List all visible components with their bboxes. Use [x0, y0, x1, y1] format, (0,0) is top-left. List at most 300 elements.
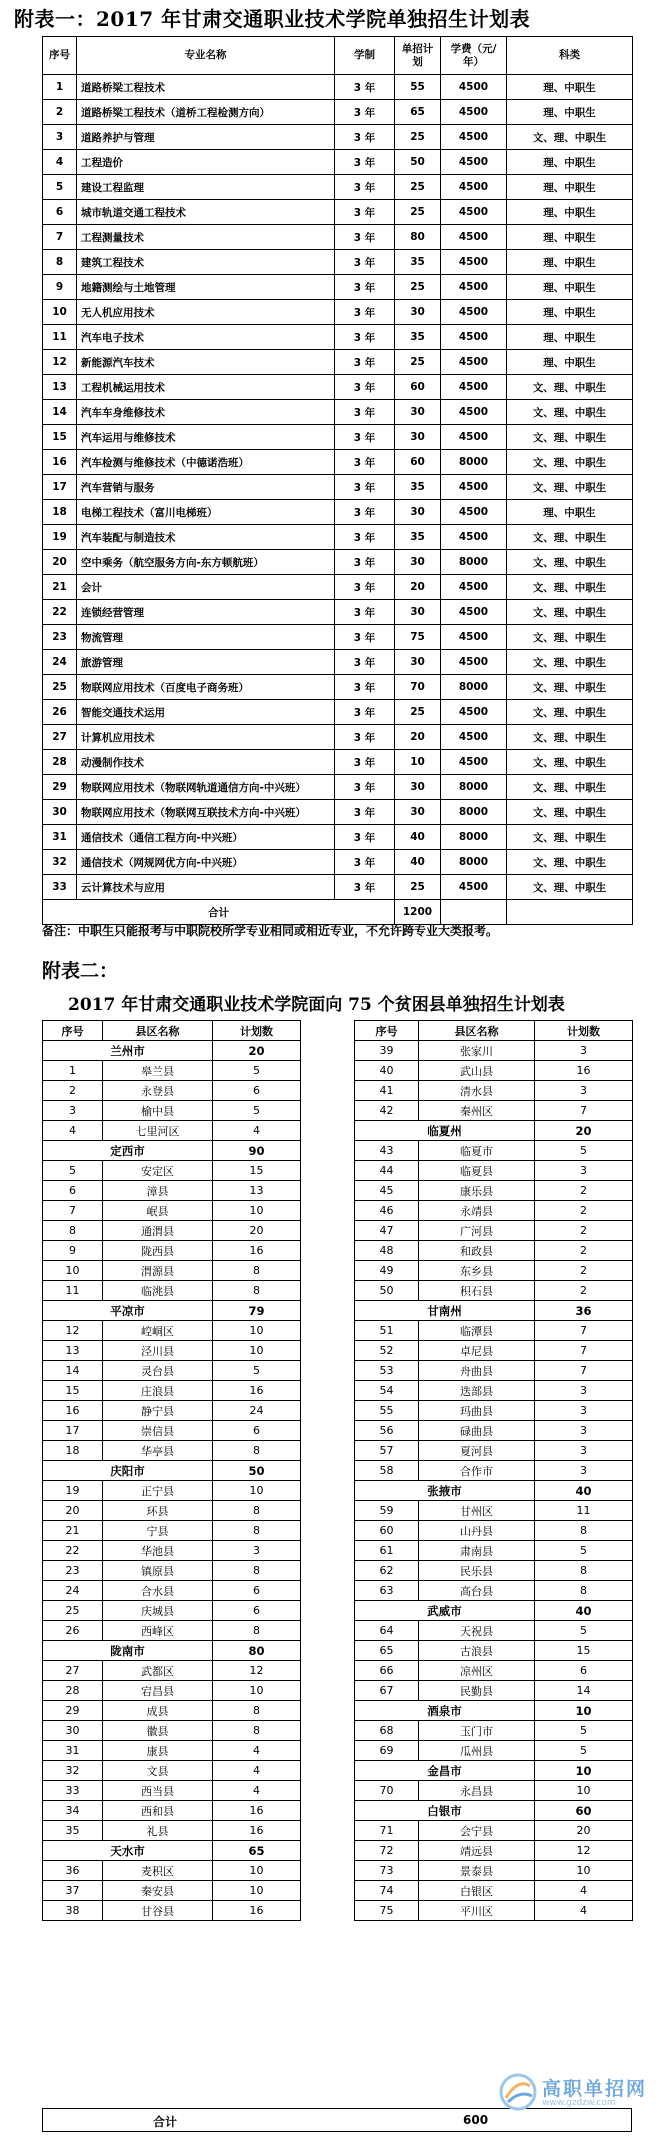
county-row [355, 1521, 633, 1541]
row-plan: 55 [395, 75, 441, 100]
row-major: 地籍测绘与土地管理 [77, 275, 335, 300]
county-row [43, 1221, 301, 1241]
county-plan: 8 [535, 1561, 633, 1581]
row-no: 13 [43, 375, 77, 400]
table-row [43, 350, 633, 375]
county-no: 27 [43, 1661, 103, 1681]
table-row [43, 450, 633, 475]
county-name: 庄浪县 [103, 1381, 213, 1401]
row-fee: 4500 [441, 650, 507, 675]
row-fee: 4500 [441, 875, 507, 900]
county-name: 甘谷县 [103, 1901, 213, 1921]
row-major: 物联网应用技术（物联网轨道通信方向-中兴班） [77, 775, 335, 800]
row-plan: 30 [395, 550, 441, 575]
county-plan: 3 [535, 1401, 633, 1421]
county-plan: 6 [213, 1601, 301, 1621]
row-major: 汽车营销与服务 [77, 475, 335, 500]
row-major: 通信技术（网规网优方向-中兴班） [77, 850, 335, 875]
county-name: 西峰区 [103, 1621, 213, 1641]
county-no: 29 [43, 1701, 103, 1721]
county-name: 景泰县 [419, 1861, 535, 1881]
city-plan: 65 [213, 1841, 301, 1861]
county-name: 静宁县 [103, 1401, 213, 1421]
row-major: 道路桥梁工程技术（道桥工程检测方向） [77, 100, 335, 125]
county-plan: 11 [535, 1501, 633, 1521]
row-plan: 30 [395, 300, 441, 325]
county-no: 19 [43, 1481, 103, 1501]
row-years: 3 年 [335, 200, 395, 225]
county-no: 43 [355, 1141, 419, 1161]
county-plan: 20 [535, 1821, 633, 1841]
county-no: 9 [43, 1241, 103, 1261]
row-major: 物流管理 [77, 625, 335, 650]
county-name: 正宁县 [103, 1481, 213, 1501]
city-plan: 40 [535, 1481, 633, 1501]
county-no: 67 [355, 1681, 419, 1701]
county-no: 25 [43, 1601, 103, 1621]
county-plan: 3 [535, 1161, 633, 1181]
row-no: 18 [43, 500, 77, 525]
county-row [355, 1881, 633, 1901]
table-row [43, 775, 633, 800]
row-no: 24 [43, 650, 77, 675]
county-name: 崆峒区 [103, 1321, 213, 1341]
county-no: 17 [43, 1421, 103, 1441]
county-row [43, 1681, 301, 1701]
row-plan: 35 [395, 525, 441, 550]
county-no: 15 [43, 1381, 103, 1401]
table-row [43, 425, 633, 450]
county-no: 50 [355, 1281, 419, 1301]
row-years: 3 年 [335, 325, 395, 350]
row-no: 5 [43, 175, 77, 200]
table-row [43, 225, 633, 250]
county-no: 47 [355, 1221, 419, 1241]
table-row [43, 800, 633, 825]
city-plan: 90 [213, 1141, 301, 1161]
row-fee: 4500 [441, 125, 507, 150]
row-plan: 75 [395, 625, 441, 650]
county-row [43, 1101, 301, 1121]
county-plan: 8 [535, 1581, 633, 1601]
row-major: 动漫制作技术 [77, 750, 335, 775]
city-plan: 36 [535, 1301, 633, 1321]
county-row [43, 1581, 301, 1601]
county-plan: 7 [535, 1361, 633, 1381]
row-no: 2 [43, 100, 77, 125]
row-type: 文、理、中职生 [507, 550, 633, 575]
row-years: 3 年 [335, 150, 395, 175]
row-fee: 8000 [441, 550, 507, 575]
row-years: 3 年 [335, 225, 395, 250]
county-no: 23 [43, 1561, 103, 1581]
city-name: 金昌市 [355, 1761, 535, 1781]
county-row [355, 1681, 633, 1701]
table1-title: 附表一：2017 年甘肃交通职业技术学院单独招生计划表 [14, 7, 531, 31]
county-row [43, 1741, 301, 1761]
county-plan: 4 [535, 1881, 633, 1901]
row-no: 8 [43, 250, 77, 275]
county-plan: 10 [213, 1881, 301, 1901]
county-plan: 8 [213, 1441, 301, 1461]
row-type: 理、中职生 [507, 200, 633, 225]
county-plan: 6 [213, 1581, 301, 1601]
county-name: 临夏市 [419, 1141, 535, 1161]
row-plan: 30 [395, 400, 441, 425]
county-no: 74 [355, 1881, 419, 1901]
row-type: 理、中职生 [507, 150, 633, 175]
row-type: 理、中职生 [507, 175, 633, 200]
county-no: 55 [355, 1401, 419, 1421]
row-years: 3 年 [335, 775, 395, 800]
row-fee: 4500 [441, 575, 507, 600]
county-plan: 4 [213, 1781, 301, 1801]
county-name: 镇原县 [103, 1561, 213, 1581]
county-no: 4 [43, 1121, 103, 1141]
county-name: 成县 [103, 1701, 213, 1721]
county-name: 临夏县 [419, 1161, 535, 1181]
row-years: 3 年 [335, 275, 395, 300]
county-plan: 5 [535, 1721, 633, 1741]
row-plan: 25 [395, 875, 441, 900]
city-plan: 20 [213, 1041, 301, 1061]
row-no: 7 [43, 225, 77, 250]
row-fee: 4500 [441, 75, 507, 100]
county-no: 64 [355, 1621, 419, 1641]
county-row [355, 1421, 633, 1441]
row-years: 3 年 [335, 425, 395, 450]
county-plan: 10 [213, 1341, 301, 1361]
county-no: 73 [355, 1861, 419, 1881]
row-major: 道路养护与管理 [77, 125, 335, 150]
county-plan: 3 [535, 1461, 633, 1481]
row-type: 文、理、中职生 [507, 725, 633, 750]
row-plan: 80 [395, 225, 441, 250]
county-row [355, 1241, 633, 1261]
appendix2-heading: 附表二： [42, 960, 119, 982]
row-type: 理、中职生 [507, 350, 633, 375]
row-fee: 4500 [441, 725, 507, 750]
row-no: 9 [43, 275, 77, 300]
county-plan: 2 [535, 1261, 633, 1281]
city-name: 陇南市 [43, 1641, 213, 1661]
county-row [43, 1081, 301, 1101]
table-row [43, 300, 633, 325]
county-plan: 3 [535, 1441, 633, 1461]
row-type: 文、理、中职生 [507, 650, 633, 675]
county-row [43, 1521, 301, 1541]
county-name: 东乡县 [419, 1261, 535, 1281]
county-plan: 7 [535, 1321, 633, 1341]
county-no: 58 [355, 1461, 419, 1481]
table2-title: 2017 年甘肃交通职业技术学院面向 75 个贫困县单独招生计划表 [68, 995, 565, 1015]
row-fee: 4500 [441, 700, 507, 725]
county-name: 秦安县 [103, 1881, 213, 1901]
county-no: 5 [43, 1161, 103, 1181]
row-years: 3 年 [335, 375, 395, 400]
county-no: 28 [43, 1681, 103, 1701]
county-plan: 5 [535, 1541, 633, 1561]
row-no: 4 [43, 150, 77, 175]
county-no: 24 [43, 1581, 103, 1601]
row-type: 理、中职生 [507, 325, 633, 350]
row-no: 30 [43, 800, 77, 825]
county-no: 70 [355, 1781, 419, 1801]
county-row [355, 1821, 633, 1841]
county-no: 16 [43, 1401, 103, 1421]
county-plan: 2 [535, 1241, 633, 1261]
county-plan: 3 [535, 1421, 633, 1441]
row-type: 文、理、中职生 [507, 525, 633, 550]
city-row [43, 1461, 301, 1481]
table2-left-header-row [43, 1021, 301, 1041]
table-row [43, 400, 633, 425]
city-row [43, 1641, 301, 1661]
row-type: 文、理、中职生 [507, 450, 633, 475]
row-fee: 4500 [441, 275, 507, 300]
county-no: 36 [43, 1861, 103, 1881]
county-name: 永靖县 [419, 1201, 535, 1221]
county-row [355, 1581, 633, 1601]
row-no: 19 [43, 525, 77, 550]
county-plan: 16 [213, 1801, 301, 1821]
county-name: 平川区 [419, 1901, 535, 1921]
county-plan: 5 [535, 1621, 633, 1641]
county-plan: 14 [535, 1681, 633, 1701]
row-major: 工程测量技术 [77, 225, 335, 250]
row-fee: 4500 [441, 325, 507, 350]
county-name: 秦州区 [419, 1101, 535, 1121]
county-plan: 5 [535, 1741, 633, 1761]
row-type: 文、理、中职生 [507, 800, 633, 825]
county-name: 合水县 [103, 1581, 213, 1601]
county-name: 永登县 [103, 1081, 213, 1101]
county-no: 57 [355, 1441, 419, 1461]
row-years: 3 年 [335, 600, 395, 625]
city-row [355, 1801, 633, 1821]
city-name: 天水市 [43, 1841, 213, 1861]
county-name: 崇信县 [103, 1421, 213, 1441]
county-row [43, 1421, 301, 1441]
row-no: 32 [43, 850, 77, 875]
county-no: 18 [43, 1441, 103, 1461]
city-row [43, 1041, 301, 1061]
city-row [355, 1601, 633, 1621]
city-name: 庆阳市 [43, 1461, 213, 1481]
county-no: 51 [355, 1321, 419, 1341]
row-type: 理、中职生 [507, 300, 633, 325]
row-type: 文、理、中职生 [507, 700, 633, 725]
row-plan: 30 [395, 600, 441, 625]
row-fee: 8000 [441, 675, 507, 700]
row-plan: 35 [395, 325, 441, 350]
county-plan: 5 [213, 1361, 301, 1381]
table2-right-header-row [355, 1021, 633, 1041]
county-name: 广河县 [419, 1221, 535, 1241]
row-years: 3 年 [335, 825, 395, 850]
header-county: 县区名称 [103, 1021, 213, 1041]
table-row [43, 100, 633, 125]
county-plan: 2 [535, 1201, 633, 1221]
city-row [355, 1481, 633, 1501]
city-name: 武威市 [355, 1601, 535, 1621]
site-watermark [496, 2066, 664, 2118]
county-plan: 8 [213, 1561, 301, 1581]
county-name: 通渭县 [103, 1221, 213, 1241]
table-row [43, 275, 633, 300]
table-row [43, 550, 633, 575]
row-major: 汽车检测与维修技术（中德诺浩班） [77, 450, 335, 475]
county-row [355, 1221, 633, 1241]
county-row [43, 1161, 301, 1181]
empty-cell [507, 900, 633, 925]
county-row [355, 1101, 633, 1121]
county-plan: 10 [213, 1321, 301, 1341]
county-no: 66 [355, 1661, 419, 1681]
county-plan: 5 [535, 1141, 633, 1161]
county-row [43, 1281, 301, 1301]
row-no: 27 [43, 725, 77, 750]
table-row [43, 475, 633, 500]
row-no: 22 [43, 600, 77, 625]
row-fee: 4500 [441, 150, 507, 175]
county-no: 68 [355, 1721, 419, 1741]
county-plan: 8 [535, 1521, 633, 1541]
table2-total-label: 合计 [153, 2115, 178, 2129]
city-name: 兰州市 [43, 1041, 213, 1061]
county-row [355, 1861, 633, 1881]
county-no: 13 [43, 1341, 103, 1361]
county-plan: 24 [213, 1401, 301, 1421]
county-name: 宁县 [103, 1521, 213, 1541]
county-name: 白银区 [419, 1881, 535, 1901]
county-no: 30 [43, 1721, 103, 1741]
county-name: 泾川县 [103, 1341, 213, 1361]
row-major: 道路桥梁工程技术 [77, 75, 335, 100]
county-plan: 16 [213, 1821, 301, 1841]
table-row [43, 650, 633, 675]
row-type: 理、中职生 [507, 100, 633, 125]
row-fee: 4500 [441, 100, 507, 125]
row-years: 3 年 [335, 625, 395, 650]
table-row [43, 825, 633, 850]
table-row [43, 850, 633, 875]
county-name: 舟曲县 [419, 1361, 535, 1381]
row-major: 汽车装配与制造技术 [77, 525, 335, 550]
row-plan: 30 [395, 500, 441, 525]
county-no: 44 [355, 1161, 419, 1181]
row-fee: 4500 [441, 375, 507, 400]
row-major: 工程机械运用技术 [77, 375, 335, 400]
county-name: 庆城县 [103, 1601, 213, 1621]
row-type: 文、理、中职生 [507, 400, 633, 425]
county-name: 积石县 [419, 1281, 535, 1301]
row-years: 3 年 [335, 525, 395, 550]
county-no: 33 [43, 1781, 103, 1801]
city-name: 定西市 [43, 1141, 213, 1161]
row-plan: 70 [395, 675, 441, 700]
table-row [43, 75, 633, 100]
county-plan: 8 [213, 1501, 301, 1521]
county-no: 21 [43, 1521, 103, 1541]
county-no: 52 [355, 1341, 419, 1361]
row-no: 16 [43, 450, 77, 475]
row-no: 3 [43, 125, 77, 150]
row-no: 10 [43, 300, 77, 325]
row-years: 3 年 [335, 475, 395, 500]
row-plan: 30 [395, 650, 441, 675]
row-years: 3 年 [335, 750, 395, 775]
header-type: 科类 [507, 37, 633, 75]
row-major: 工程造价 [77, 150, 335, 175]
table-row [43, 875, 633, 900]
table-row [43, 725, 633, 750]
county-name: 礼县 [103, 1821, 213, 1841]
city-plan: 10 [535, 1701, 633, 1721]
county-no: 48 [355, 1241, 419, 1261]
county-plan: 15 [535, 1641, 633, 1661]
row-major: 无人机应用技术 [77, 300, 335, 325]
city-plan: 20 [535, 1121, 633, 1141]
county-row [355, 1361, 633, 1381]
row-plan: 25 [395, 125, 441, 150]
header-no: 序号 [43, 37, 77, 75]
county-row [43, 1381, 301, 1401]
header-plan: 单招计划 [395, 37, 441, 75]
city-name: 临夏州 [355, 1121, 535, 1141]
county-no: 46 [355, 1201, 419, 1221]
row-fee: 4500 [441, 425, 507, 450]
county-plan: 12 [535, 1841, 633, 1861]
city-row [355, 1701, 633, 1721]
county-plan: 5 [213, 1101, 301, 1121]
county-name: 张家川 [419, 1041, 535, 1061]
county-plan: 2 [535, 1181, 633, 1201]
table-row [43, 250, 633, 275]
county-plan: 3 [535, 1381, 633, 1401]
row-plan: 35 [395, 475, 441, 500]
county-plan: 6 [213, 1081, 301, 1101]
city-row [355, 1761, 633, 1781]
city-name: 白银市 [355, 1801, 535, 1821]
row-major: 电梯工程技术（富川电梯班） [77, 500, 335, 525]
row-major: 会计 [77, 575, 335, 600]
row-years: 3 年 [335, 800, 395, 825]
row-years: 3 年 [335, 850, 395, 875]
county-no: 62 [355, 1561, 419, 1581]
county-row [355, 1201, 633, 1221]
county-no: 34 [43, 1801, 103, 1821]
table1-header-row [43, 37, 633, 75]
county-name: 靖远县 [419, 1841, 535, 1861]
row-years: 3 年 [335, 875, 395, 900]
county-no: 39 [355, 1041, 419, 1061]
row-type: 理、中职生 [507, 250, 633, 275]
county-plan: 10 [213, 1681, 301, 1701]
row-plan: 25 [395, 175, 441, 200]
county-no: 72 [355, 1841, 419, 1861]
row-fee: 8000 [441, 800, 507, 825]
row-fee: 4500 [441, 475, 507, 500]
county-no: 59 [355, 1501, 419, 1521]
county-name: 漳县 [103, 1181, 213, 1201]
table2-total-value: 600 [463, 2113, 489, 2127]
row-fee: 4500 [441, 625, 507, 650]
county-no: 38 [43, 1901, 103, 1921]
watermark-logo-icon [498, 2072, 538, 2112]
table-row [43, 175, 633, 200]
county-plan: 5 [213, 1061, 301, 1081]
